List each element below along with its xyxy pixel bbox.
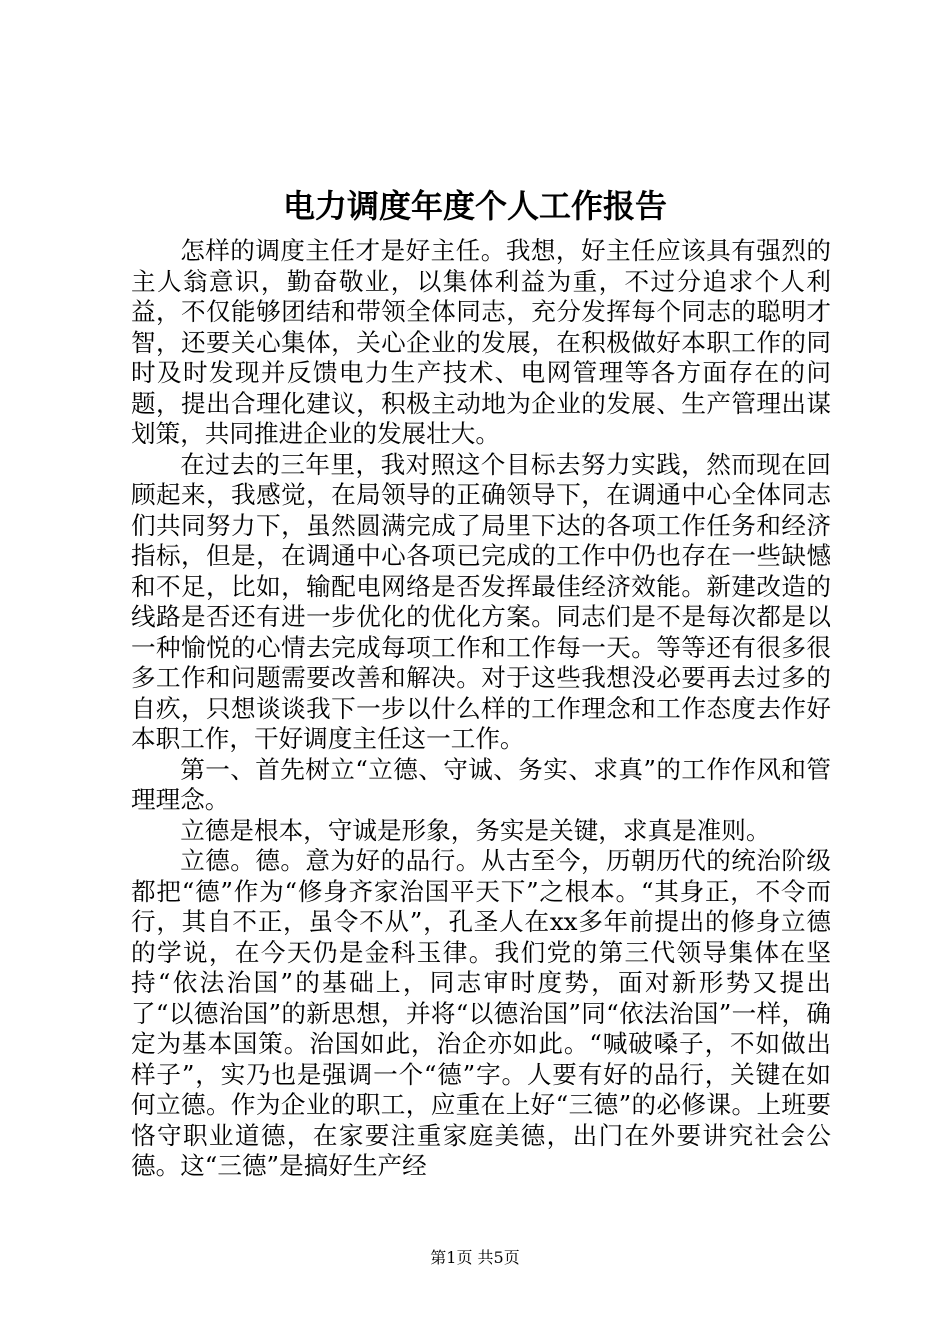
document-body bbox=[131, 236, 831, 1182]
paragraph: 在过去的三年里，我对照这个目标去努力实践，然而现在回顾起来，我感觉，在局领导的正确领导下，在调通中心全体同志们共同努力下，虽然圆满完成了局里下达的各项工作任务和经济指标，但是，在调通中心各项已完成的工作中仍也存在一些缺憾和不足，比如，输配电网络是否发挥最佳经济效能。新建改造的线路是否还有进一步优化的优化方案。同志们是不是每次都是以一种愉悦的心情去完成每项工作和工作每一天。等等还有很多很多工作和问题需要改善和解决。对于这些我想没必要再去过多的自疚，只想谈谈我下一步以什么样的工作理念和工作态度去作好本职工作，干好调度主任这一工作。 bbox=[131, 449, 831, 753]
paragraph: 怎样的调度主任才是好主任。我想，好主任应该具有强烈的主人翁意识，勤奋敬业，以集体利益为重，不过分追求个人利益，不仅能够团结和带领全体同志，充分发挥每个同志的聪明才智，还要关心集体，关心企业的发展，在积极做好本职工作的同时及时发现并反馈电力生产技术、电网管理等各方面存在的问题，提出合理化建议，积极主动地为企业的发展、生产管理出谋划策，共同推进企业的发展壮大。 bbox=[131, 236, 831, 448]
document-title: 电力调度年度个人工作报告 bbox=[282, 187, 667, 225]
paragraph: 立德是根本，守诚是形象，务实是关键，求真是准则。 bbox=[180, 815, 771, 845]
page-footer: 第1页 共5页 bbox=[430, 1248, 520, 1267]
paragraph: 第一、首先树立“立德、守诚、务实、求真”的工作作风和管理理念。 bbox=[131, 754, 831, 814]
paragraph: 立德。德。意为好的品行。从古至今，历朝历代的统治阶级都把“德”作为“修身齐家治国平天下”之根本。“其身正，不令而行，其自不正，虽令不从”，孔圣人在xx多年前提出的修身立德的学说，在今天仍是金科玉律。我们党的第三代领导集体在坚持“依法治国”的基础上，同志审时度势，面对新形势又提出了“以德治国”的新思想，并将“以德治国”同“依法治国”一样，确定为基本国策。治国如此，治企亦如此。“喊破嗓子，不如做出样子”，实乃也是强调一个“德”字。人要有好的品行，关键在如何立德。作为企业的职工，应重在上好“三德”的必修课。上班要恪守职业道德，在家要注重家庭美德，出门在外要讲究社会公德。这“三德”是搞好生产经 bbox=[131, 846, 831, 1180]
